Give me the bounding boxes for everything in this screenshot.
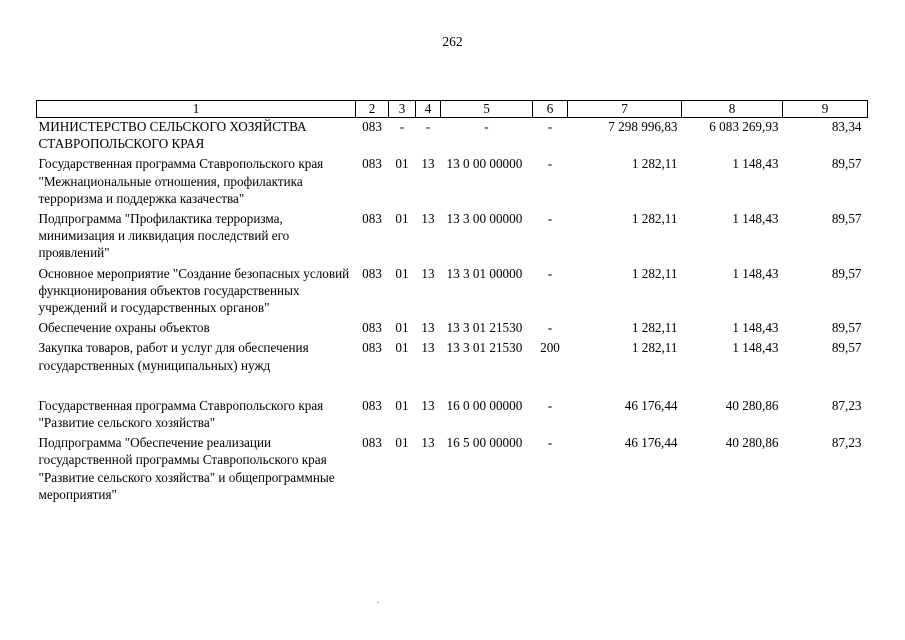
row-name: Основное мероприятие "Создание безопасных условий функционирования объектов государственных учреждений и государственных органов" [38, 265, 350, 316]
cell-target-article: - [484, 119, 489, 134]
cell-target-article: 13 3 00 00000 [446, 211, 523, 227]
cell-planned: 46 176,44 [624, 435, 678, 451]
cell-ministry-code: 083 [362, 435, 382, 451]
cell-executed: 1 148,43 [732, 156, 779, 172]
row-name: Государственная программа Ставропольского края "Межнациональные отношения, профилактика терроризма и поддержка казачества" [38, 156, 324, 206]
cell-executed: 1 148,43 [732, 320, 779, 336]
column-header: 6 [533, 101, 568, 118]
row-name: Подпрограмма "Профилактика терроризма, минимизация и ликвидация последствий его проявлений" [38, 211, 290, 261]
cell-expense-type: - [547, 265, 553, 281]
cell-section: 01 [395, 435, 409, 451]
cell-expense-type: - [547, 397, 553, 413]
row-name: Закупка товаров, работ и услуг для обеспечения государственных (муниципальных) нужд [38, 340, 309, 373]
table-row [37, 319, 868, 339]
cell-section: 01 [395, 340, 409, 356]
page-number: 262 [442, 34, 463, 49]
table-row [37, 434, 868, 506]
table-row [37, 339, 868, 376]
column-header: 4 [416, 101, 441, 118]
cell-target-article: 16 5 00 00000 [446, 435, 523, 451]
cell-planned: 1 282,11 [631, 211, 678, 227]
table-row [37, 155, 868, 210]
column-header: 2 [356, 101, 389, 118]
table-row [37, 265, 868, 320]
cell-percent: 87,23 [831, 397, 862, 413]
cell-expense-type: - [547, 320, 553, 336]
cell-section: 01 [395, 156, 409, 172]
cell-subsection: - [425, 119, 431, 134]
column-header: 1 [37, 101, 356, 118]
cell-ministry-code: 083 [362, 265, 382, 281]
spacer-row [37, 377, 868, 397]
cell-subsection: 13 [421, 340, 435, 356]
cell-subsection: 13 [421, 435, 435, 451]
cell-executed: 40 280,86 [725, 397, 779, 413]
table-row [37, 118, 868, 156]
budget-table [36, 100, 868, 506]
cell-subsection: 13 [421, 211, 435, 227]
cell-section: - [399, 119, 405, 134]
cell-subsection: 13 [421, 156, 435, 172]
cell-ministry-code: 083 [362, 119, 382, 134]
cell-planned: 1 282,11 [631, 156, 678, 172]
cell-section: 01 [395, 397, 409, 413]
cell-percent: 89,57 [831, 156, 862, 172]
cell-expense-type: - [547, 211, 553, 227]
row-name: Подпрограмма "Обеспечение реализации государственной программы Ставропольского края "Развитие сельского хозяйства" и общепрограммные мероприятия" [38, 435, 335, 502]
cell-section: 01 [395, 265, 409, 281]
cell-percent: 89,57 [831, 211, 862, 227]
cell-percent: 89,57 [831, 265, 862, 281]
cell-subsection: 13 [421, 397, 435, 413]
row-name: Обеспечение охраны объектов [38, 320, 210, 336]
header-row [37, 101, 868, 118]
cell-planned: 1 282,11 [631, 320, 678, 336]
cell-expense-type: - [547, 156, 553, 172]
cell-ministry-code: 083 [362, 156, 382, 172]
cell-planned: 1 282,11 [631, 340, 678, 356]
column-header: 9 [783, 101, 868, 118]
cell-executed: 1 148,43 [732, 340, 779, 356]
column-header: 5 [441, 101, 533, 118]
cell-percent: 89,57 [831, 340, 862, 356]
cell-executed: 1 148,43 [732, 211, 779, 227]
cell-percent: 83,34 [831, 119, 862, 134]
cell-target-article: 13 3 01 21530 [446, 320, 523, 336]
cell-ministry-code: 083 [362, 397, 382, 413]
cell-executed: 1 148,43 [732, 265, 779, 281]
table-row [37, 397, 868, 434]
cell-expense-type: - [547, 435, 553, 451]
cell-ministry-code: 083 [362, 340, 382, 356]
cell-target-article: 13 3 01 00000 [446, 265, 523, 281]
cell-section: 01 [395, 320, 409, 336]
cell-section: 01 [395, 211, 409, 227]
cell-percent: 89,57 [831, 320, 862, 336]
cell-target-article: 13 3 01 21530 [446, 340, 523, 356]
cell-executed: 6 083 269,93 [709, 119, 779, 134]
cell-target-article: 16 0 00 00000 [446, 397, 523, 413]
cell-subsection: 13 [421, 320, 435, 336]
cell-expense-type: 200 [540, 340, 560, 356]
row-name: МИНИСТЕРСТВО СЕЛЬСКОГО ХОЗЯЙСТВА СТАВРОПОЛЬСКОГО КРАЯ [38, 119, 307, 152]
column-header: 7 [568, 101, 682, 118]
cell-percent: 87,23 [831, 435, 862, 451]
cell-expense-type: - [547, 119, 553, 134]
column-header: 8 [682, 101, 783, 118]
cell-executed: 40 280,86 [725, 435, 779, 451]
column-header: 3 [389, 101, 416, 118]
cell-subsection: 13 [421, 265, 435, 281]
cell-planned: 46 176,44 [624, 397, 678, 413]
cell-target-article: 13 0 00 00000 [446, 156, 523, 172]
scan-speck [377, 602, 379, 603]
cell-planned: 7 298 996,83 [608, 119, 678, 134]
table-row [37, 210, 868, 265]
row-name: Государственная программа Ставропольского края "Развитие сельского хозяйства" [38, 397, 324, 431]
cell-planned: 1 282,11 [631, 265, 678, 281]
cell-ministry-code: 083 [362, 320, 382, 336]
cell-ministry-code: 083 [362, 211, 382, 227]
